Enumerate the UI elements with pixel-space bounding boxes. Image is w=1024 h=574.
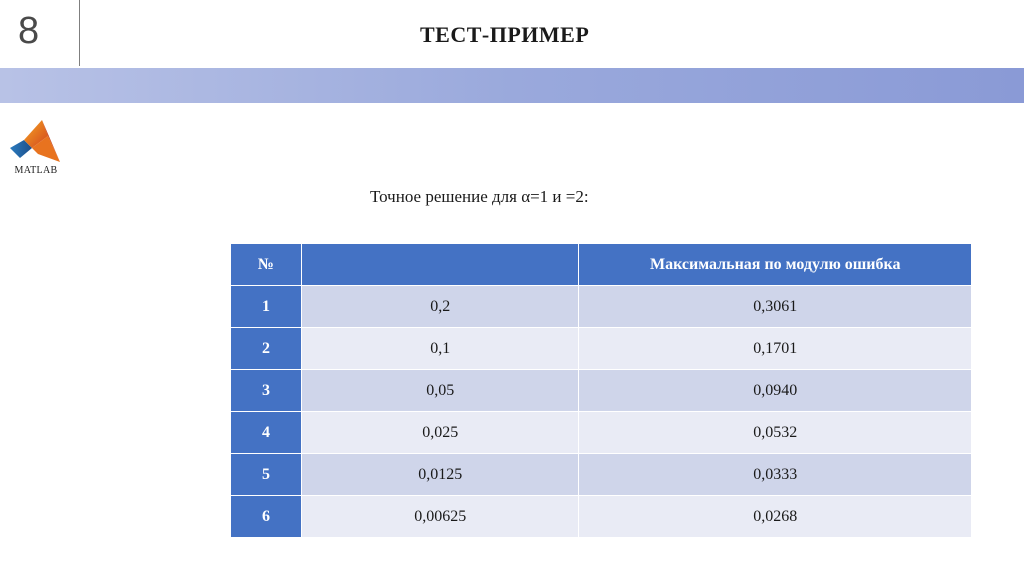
- slide-title: ТЕСТ-ПРИМЕР: [420, 22, 590, 47]
- slide-number: 8: [18, 10, 40, 52]
- row-step: 0,0125: [301, 454, 579, 496]
- row-number: 4: [231, 412, 302, 454]
- row-error: 0,0333: [579, 454, 972, 496]
- row-step: 0,05: [301, 370, 579, 412]
- header-band: [0, 68, 1024, 103]
- table-header-row: [231, 244, 972, 286]
- row-error: 0,0268: [579, 496, 972, 538]
- row-number: 2: [231, 328, 302, 370]
- table-row: [231, 412, 972, 454]
- row-step: 0,2: [301, 286, 579, 328]
- logo-label: MATLAB: [14, 165, 58, 176]
- row-error: 0,0940: [579, 370, 972, 412]
- subtitle: Точное решение для α=1 и =2:: [370, 187, 589, 206]
- row-step: 0,00625: [301, 496, 579, 538]
- table-row: [231, 286, 972, 328]
- table-row: [231, 454, 972, 496]
- matlab-logo: [8, 118, 64, 180]
- table-row: [231, 328, 972, 370]
- row-error: 0,1701: [579, 328, 972, 370]
- header-number: №: [231, 244, 302, 286]
- row-step: 0,025: [301, 412, 579, 454]
- row-number: 3: [231, 370, 302, 412]
- header-divider: [79, 0, 80, 66]
- row-number: 1: [231, 286, 302, 328]
- header-error: Максимальная по модулю ошибка: [579, 244, 972, 286]
- matlab-membrane-icon: [8, 118, 64, 166]
- results-table: [230, 243, 972, 538]
- row-number: 6: [231, 496, 302, 538]
- row-error: 0,3061: [579, 286, 972, 328]
- row-number: 5: [231, 454, 302, 496]
- row-step: 0,1: [301, 328, 579, 370]
- header-step: [301, 244, 579, 286]
- row-error: 0,0532: [579, 412, 972, 454]
- table-row: [231, 370, 972, 412]
- table-row: [231, 496, 972, 538]
